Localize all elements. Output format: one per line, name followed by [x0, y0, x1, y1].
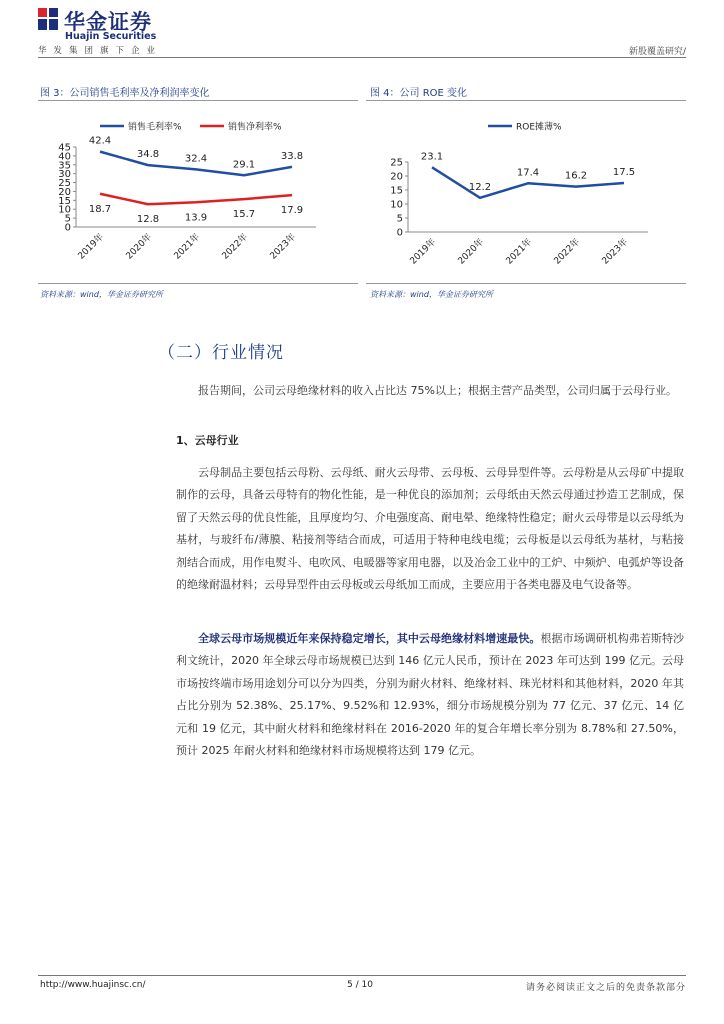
y-tick-label: 20 [58, 186, 71, 198]
y-tick-label: 40 [58, 151, 71, 163]
data-label: 17.4 [516, 167, 540, 179]
data-label: 32.4 [184, 153, 208, 165]
data-label: 12.8 [136, 214, 160, 226]
header-divider [38, 57, 686, 58]
figure3-caption: 图 3：公司销售毛利率及净利润率变化 [40, 88, 210, 99]
figure3-chart-svg [38, 104, 358, 282]
x-tick-label: 2020年 [124, 232, 155, 262]
report-type: 新股覆盖研究/ [628, 47, 686, 57]
y-tick-label: 5 [64, 213, 71, 225]
paragraph-mica-products: 云母制品主要包括云母粉、云母纸、耐火云母带、云母板、云母异型件等。云母粉是从云母矿中提取制作的云母，具备云母特有的物化性能，是一种优良的添加剂；云母纸由天然云母通过抄造工艺制成，保留了天然云母的优良性能，且厚度均匀、介电强度高、耐电晕、绝缘特性稳定；耐火云母带是以云母纸为基材，与玻纤布/薄膜、粘接剂等结合而成，可适用于特种电线电缆；云母板是以云母纸为基材，与粘接剂结合而成，用作电熨斗、电吹风、电暖器等家用电器，以及冶金工业中的工炉、中频炉、电弧炉等设备的绝缘耐温材料；云母异型件由云母板或云母纸加工而成，主要应用于各类电器及电气设备等。 [176, 466, 684, 592]
footer-url: http://www.huajinsc.cn/ [40, 980, 146, 990]
data-label: 34.8 [136, 149, 160, 161]
y-tick-label: 45 [58, 142, 71, 154]
y-tick-label: 25 [390, 157, 403, 169]
data-label: 29.1 [232, 159, 256, 171]
y-tick-label: 5 [396, 213, 403, 225]
y-tick-label: 10 [390, 199, 403, 211]
y-tick-label: 20 [390, 171, 403, 183]
brand-name-cn: 华金证券 [64, 10, 152, 34]
x-tick-label: 2023年 [268, 232, 299, 262]
figure4-caption-rule [366, 100, 686, 101]
data-label: 33.8 [280, 150, 304, 162]
data-label: 23.1 [420, 151, 444, 163]
figure3-bottom-rule [38, 283, 358, 284]
figure4-bottom-rule [366, 283, 686, 284]
legend-label: 销售净利率% [228, 122, 282, 133]
figure4-chart [366, 104, 686, 282]
x-tick-label: 2022年 [220, 232, 251, 262]
x-tick-label: 2022年 [552, 237, 583, 267]
data-label: 17.5 [612, 167, 636, 178]
x-tick-label: 2023年 [600, 237, 631, 267]
x-tick-label: 2019年 [76, 232, 107, 262]
figure4-caption: 图 4：公司 ROE 变化 [370, 88, 468, 99]
x-tick-label: 2021年 [504, 237, 535, 267]
figure3-chart [38, 104, 358, 282]
market-size-detail: 根据市场调研机构弗若斯特沙利文统计，2020 年全球云母市场规模已达到 146 亿元人民币，预计在 2023 年可达到 199 亿元。云母市场按终端市场用途划分可以分为四类，分别为耐火材料、绝缘材料、珠光材料和其他材料，2020 年其占比分别为 52.38%、25.17%、9.52%和 12.93%，细分市场规模分别为 77 亿元、37 亿元、14 亿元和 19 亿元，其中耐火材料和绝缘材料在 2016-2020 年的复合年增长率分别为 8.78%和 27.50%，预计 2025 年耐火材料和绝缘材料市场规模将达到 179 亿元。 [176, 632, 685, 758]
figure4-chart-svg [366, 104, 686, 282]
market-size-lead: 全球云母市场规模近年来保持稳定增长，其中云母绝缘材料增速最快。 [198, 632, 541, 645]
y-tick-label: 25 [58, 178, 71, 190]
series-line [100, 194, 292, 204]
data-label: 16.2 [564, 170, 588, 182]
brand-name-en: Huajin Securities [65, 31, 157, 42]
figure3-source: 资料来源：wind，华金证券研究所 [40, 290, 163, 299]
legend-label: ROE摊薄% [516, 122, 562, 133]
data-label: 15.7 [232, 209, 256, 221]
page-number: 5 / 10 [347, 980, 373, 990]
y-tick-label: 0 [396, 227, 403, 239]
footer-divider [38, 975, 686, 976]
x-tick-label: 2020年 [456, 237, 487, 267]
data-label: 18.7 [88, 203, 112, 215]
data-label: 12.2 [468, 181, 492, 193]
data-label: 42.4 [88, 135, 112, 147]
figure4-source: 资料来源：wind，华金证券研究所 [370, 290, 493, 299]
y-tick-label: 10 [58, 204, 71, 216]
group-tagline: 华发集团旗下企业 [38, 46, 163, 56]
y-tick-label: 0 [64, 222, 71, 234]
x-tick-label: 2019年 [408, 237, 439, 267]
x-tick-label: 2021年 [172, 232, 203, 262]
data-label: 13.9 [184, 212, 208, 224]
y-tick-label: 30 [58, 169, 71, 181]
data-label: 17.9 [280, 205, 304, 217]
disclaimer-note: 请务必阅读正文之后的免责条款部分 [525, 983, 686, 993]
paragraph-industry-intro: 报告期间，公司云母绝缘材料的收入占比达 75%以上；根据主营产品类型，公司归属于云母行业。 [198, 384, 677, 397]
paragraph-market-size [176, 628, 684, 762]
section-title: （二）行业情况 [158, 343, 284, 363]
subsection-title: 1、云母行业 [176, 434, 239, 447]
y-tick-label: 15 [390, 185, 403, 197]
y-tick-label: 15 [58, 195, 71, 207]
y-tick-label: 35 [58, 160, 71, 172]
figure3-caption-rule [38, 100, 358, 101]
legend-label: 销售毛利率% [128, 122, 182, 133]
huajin-logo-icon [38, 8, 58, 30]
